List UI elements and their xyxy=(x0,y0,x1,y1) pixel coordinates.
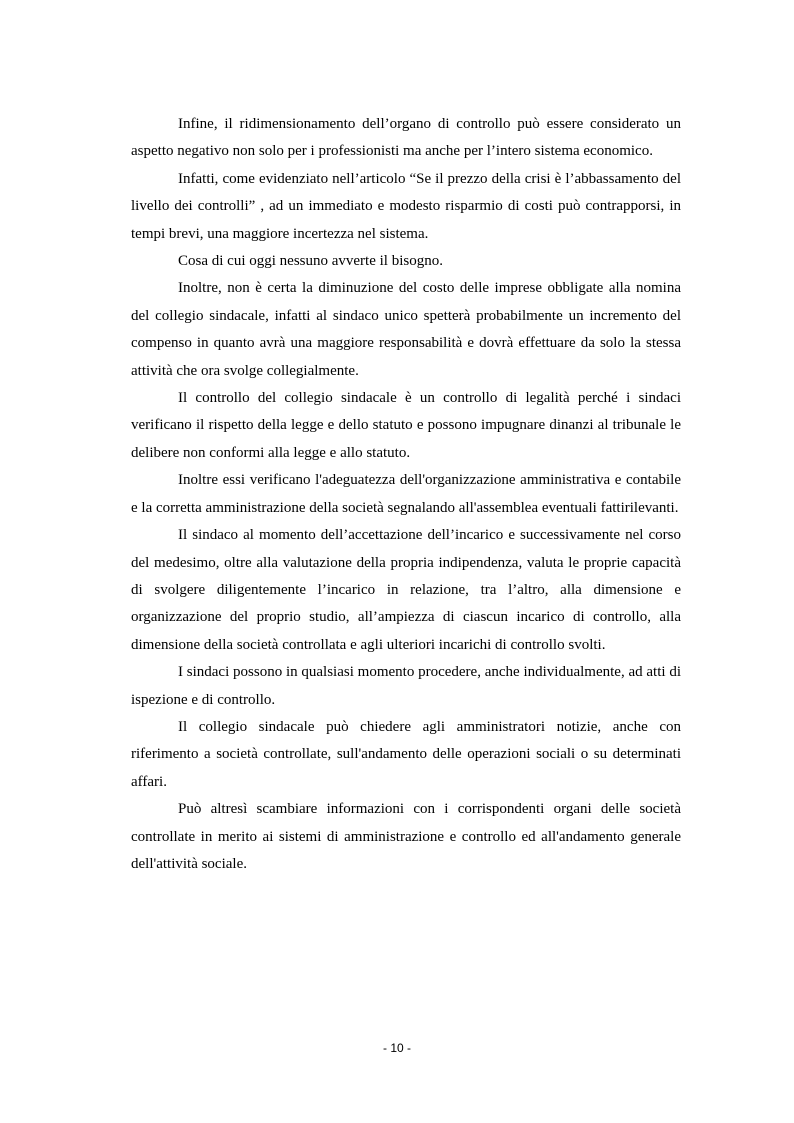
paragraph-10: Può altresì scambiare informazioni con i corrispondenti organi delle società controllate in merito ai sistemi di amministrazione e controllo ed all'andamento generale dell'attività sociale. xyxy=(131,801,681,872)
paragraph-5: Il controllo del collegio sindacale è un controllo di legalità perché i sindaci verificano il rispetto della legge e dello statuto e possono impugnare dinanzi al tribunale le delibere non conformi alla legge e allo statuto. xyxy=(131,390,681,461)
paragraph-8: I sindaci possono in qualsiasi momento procedere, anche individualmente, ad atti di ispezione e di controllo. xyxy=(131,664,681,708)
paragraph-9: Il collegio sindacale può chiedere agli amministratori notizie, anche con riferimento a società controllate, sull'andamento delle operazioni sociali o su determinati affari. xyxy=(131,718,681,790)
page-number: - 10 - xyxy=(382,1041,411,1055)
paragraph-4: Inoltre, non è certa la diminuzione del costo delle imprese obbligate alla nomina del collegio sindacale, infatti al sindaco unico spetterà probabilmente un incremento del compenso in quanto avrà una maggiore responsabilità e dovrà effettuare da solo la stessa attività che ora svolge collegialmente. xyxy=(131,280,681,379)
paragraph-7: Il sindaco al momento dell’accettazione dell’incarico e successivamente nel corso del medesimo, oltre alla valutazione della propria indipendenza, valuta le proprie capacità di svolgere diligentemente l’incarico in relazione, tra l’altro, alla dimensione e organizzazione del proprio studio, all’ampiezza di ciascun incarico di controllo, alla dimensione della società controllata e agli ulteriori incarichi di controllo svolti. xyxy=(131,527,681,653)
paragraph-3: Cosa di cui oggi nessuno avverte il bisogno. xyxy=(178,253,443,270)
body-text xyxy=(131,111,681,878)
paragraph-6: Inoltre essi verificano l'adeguatezza dell'organizzazione amministrativa e contabile e la corretta amministrazione della società segnalando all'assemblea eventuali fattirilevanti. xyxy=(131,472,681,516)
paragraph-2: Infatti, come evidenziato nell’articolo “Se il prezzo della crisi è l’abbassamento del livello dei controlli” , ad un immediato e modesto risparmio di costi può contrapporsi, in tempi brevi, una maggiore incertezza nel sistema. xyxy=(131,170,681,242)
paragraph-1: Infine, il ridimensionamento dell’organo di controllo può essere considerato un aspetto negativo non solo per i professionisti ma anche per l’intero sistema economico. xyxy=(131,116,681,160)
